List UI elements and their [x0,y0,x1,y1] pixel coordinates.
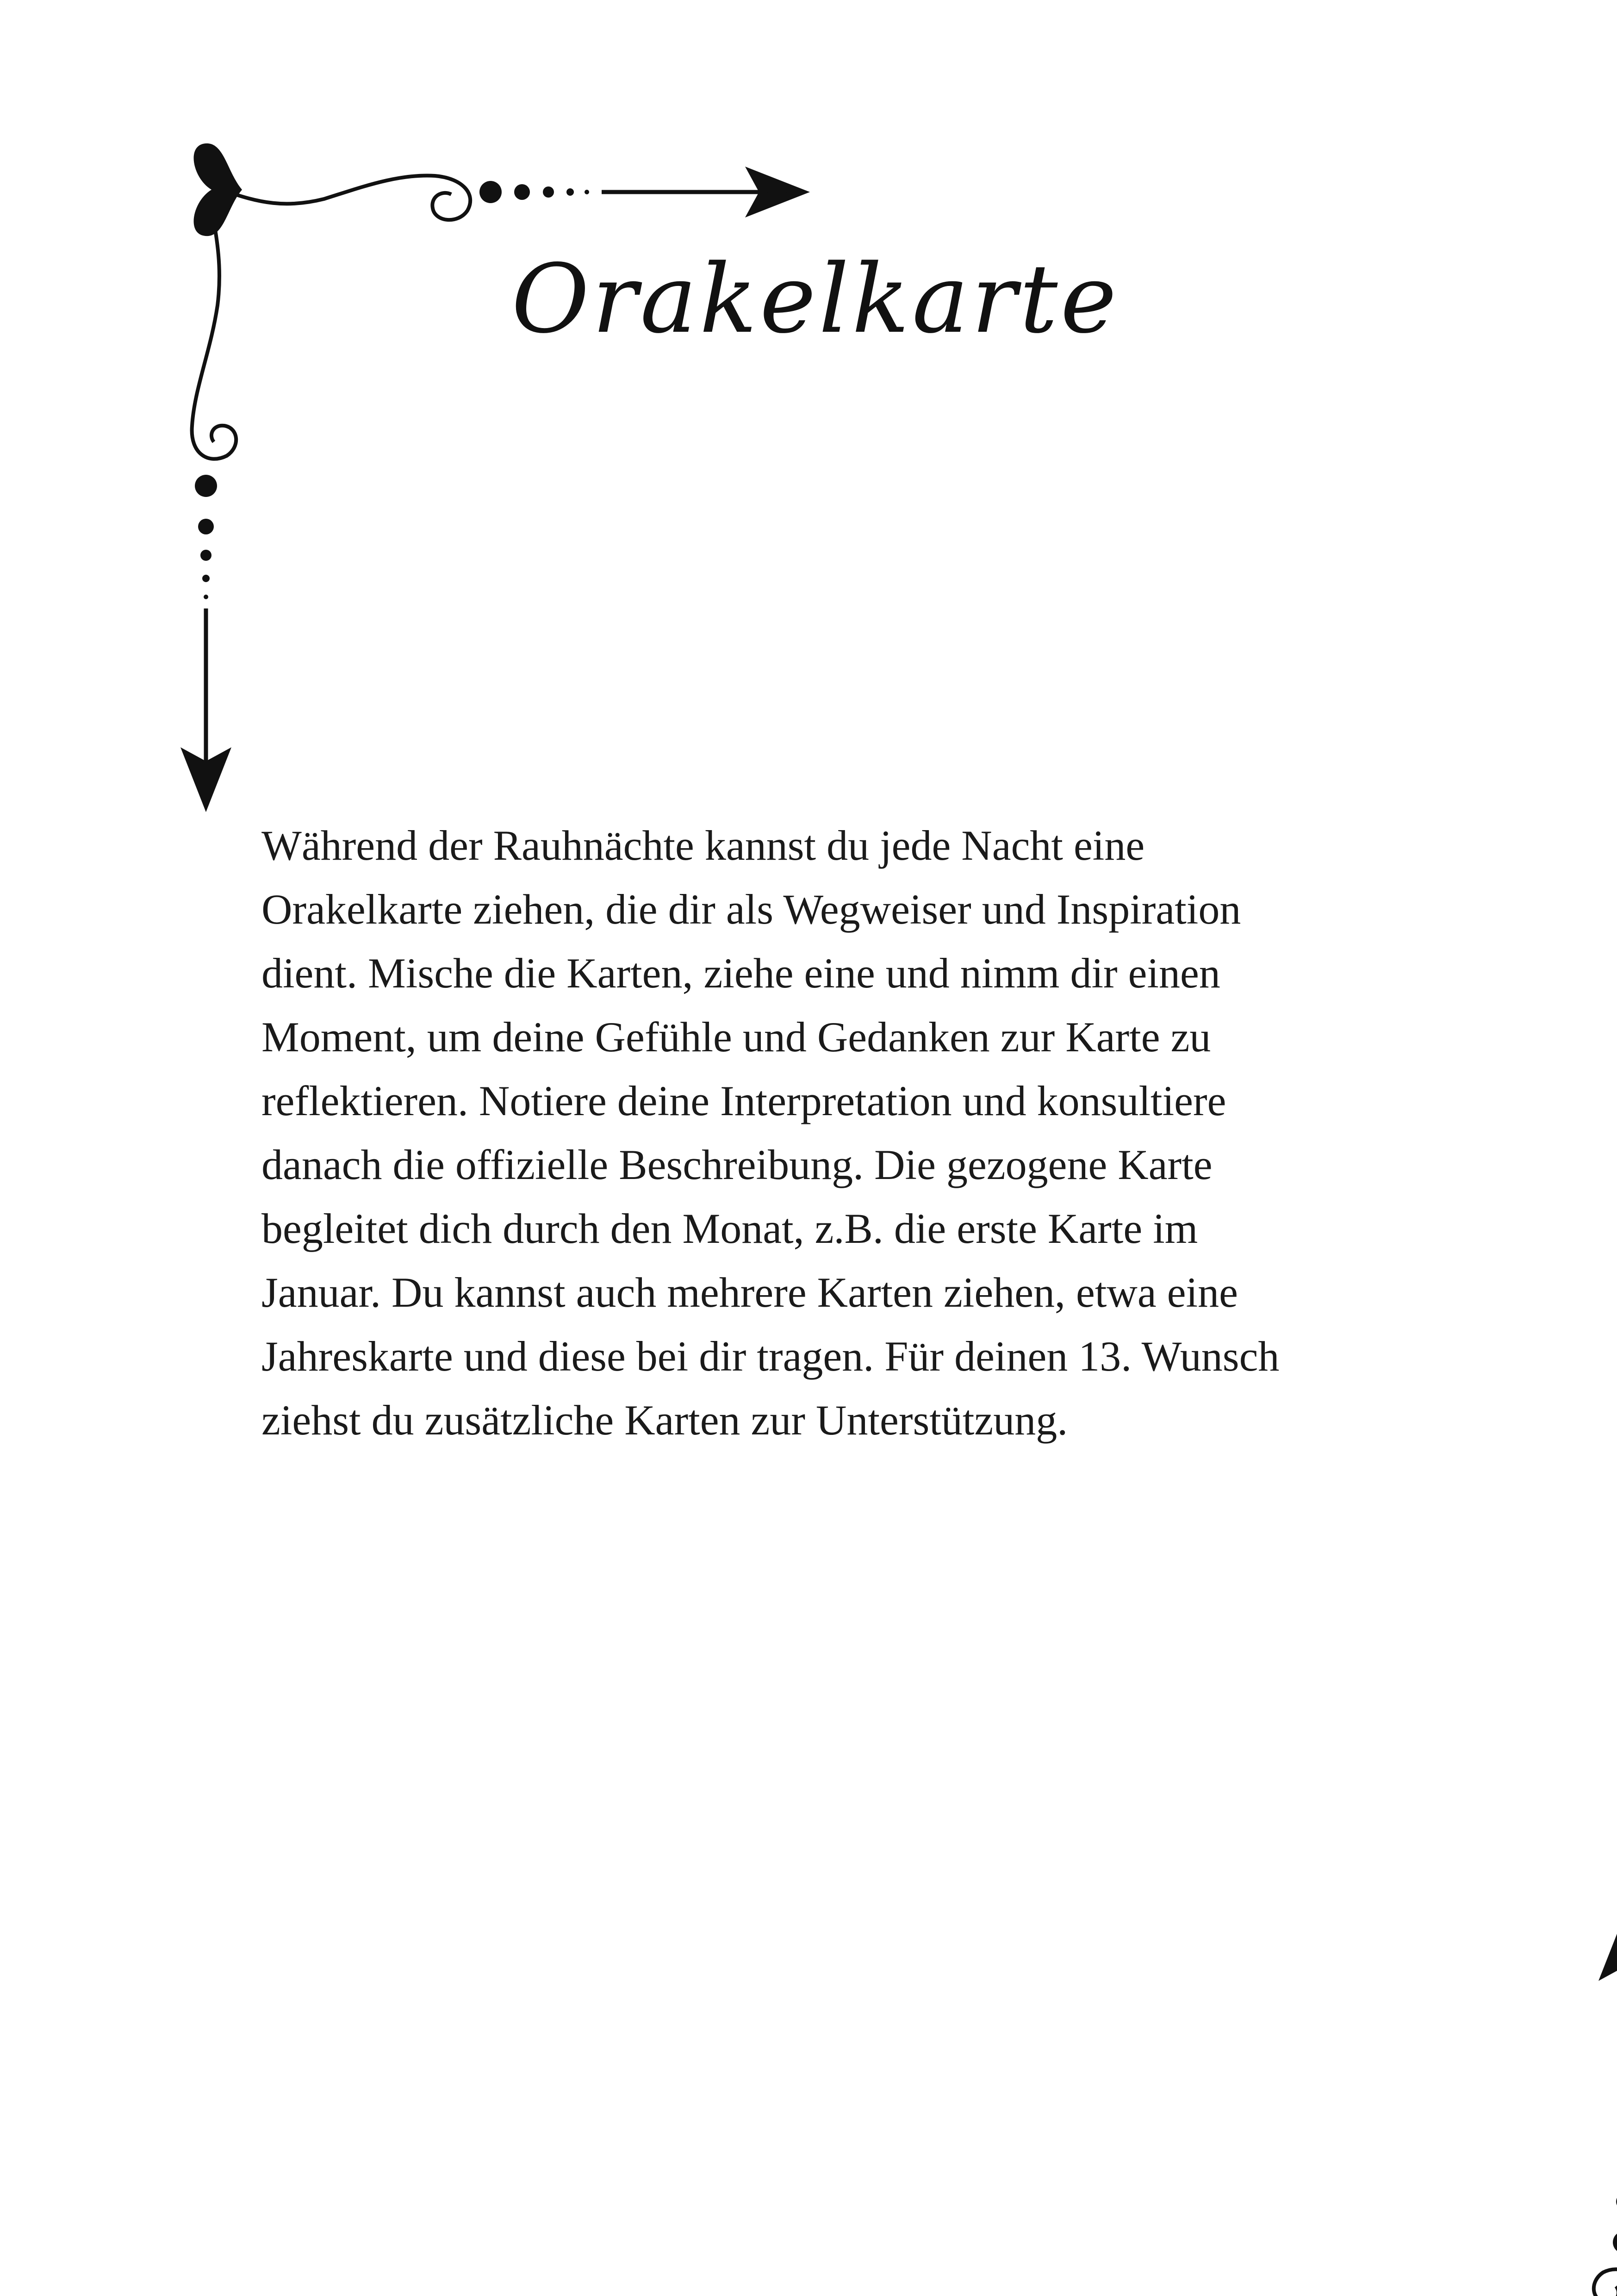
dot-icon [566,188,574,196]
body-line: reflektieren. Notiere deine Interpretation und konsultiere [261,1077,1226,1124]
body-line: Während der Rauhnächte kannst du jede Nacht eine [261,822,1145,869]
body-paragraph [261,813,1372,1452]
ornament-top-left [180,143,810,812]
dot-icon [514,184,530,200]
dot-icon [198,519,214,534]
body-line: danach die offizielle Beschreibung. Die gezogene Karte [261,1141,1213,1188]
heart-icon [194,143,242,236]
body-line: ziehst du zusätzliche Karten zur Unterstützung. [261,1396,1068,1444]
dot-icon [204,595,208,599]
body-line: Moment, um deine Gefühle und Gedanken zur Karte zu [261,1013,1211,1061]
dot-icon [200,550,211,561]
page-title: Orakelkarte [511,244,1119,354]
ornament-bottom-right [1020,1916,1617,2296]
body-line: begleitet dich durch den Monat, z.B. die erste Karte im [261,1205,1198,1252]
body-line: Jahreskarte und diese bei dir tragen. Für deinen 13. Wunsch [261,1333,1280,1380]
swirl-line-horizontal [222,175,470,220]
dot-icon [543,186,554,198]
dot-icon [195,475,217,497]
body-line: dient. Mische die Karten, ziehe eine und nimm dir einen [261,949,1220,997]
dot-icon [202,575,210,582]
swirl-line-vertical [1594,2269,1617,2296]
dot-icon [1613,2231,1617,2253]
dot-icon [479,181,502,203]
dot-icon [585,190,589,194]
body-line: Januar. Du kannst auch mehrere Karten ziehen, etwa eine [261,1269,1238,1316]
body-line: Orakelkarte ziehen, die dir als Wegweiser und Inspiration [261,886,1241,933]
